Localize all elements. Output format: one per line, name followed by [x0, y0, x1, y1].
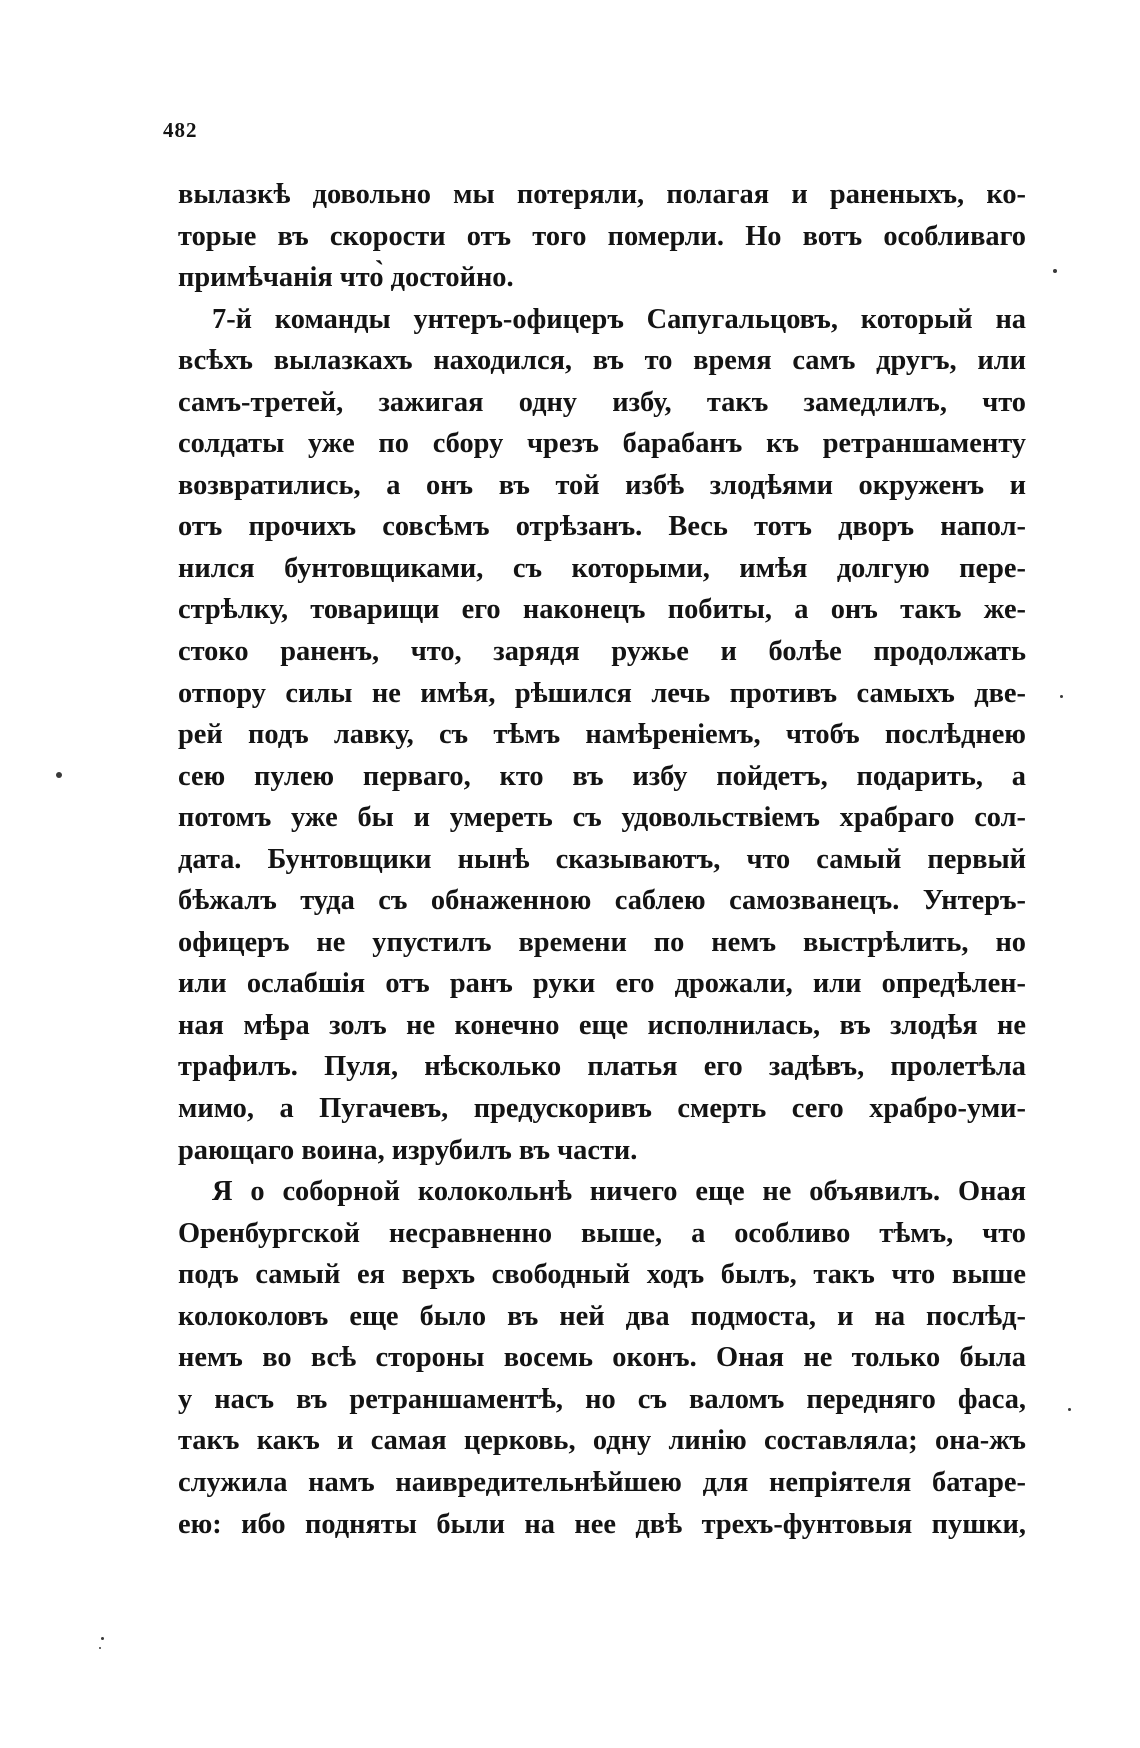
text-line: колоколовъ еще было въ ней два подмоста, и на послѣд-: [178, 1300, 1026, 1332]
scan-speck: [101, 1637, 104, 1640]
text-line: стоко раненъ, что, зарядя ружье и болѣе продолжать: [178, 636, 1026, 668]
page-number: 482: [163, 118, 198, 142]
text-line: всѣхъ вылазкахъ находился, въ то время самъ другъ, или: [178, 345, 1026, 377]
text-line: отъ прочихъ совсѣмъ отрѣзанъ. Весь тотъ дворъ напол-: [178, 511, 1026, 543]
scan-speck: [99, 1647, 101, 1649]
text-line: дата. Бунтовщики нынѣ сказываютъ, что самый первый: [178, 843, 1026, 875]
text-line: ею: ибо подняты были на нее двѣ трехъ-фунтовыя пушки,: [178, 1508, 1026, 1540]
text-line: возвратились, а онъ въ той избѣ злодѣями окруженъ и: [178, 469, 1026, 501]
text-line: у насъ въ ретраншаментѣ, но съ валомъ передняго фаса,: [178, 1383, 1026, 1415]
text-line: офицеръ не упустилъ времени по немъ выстрѣлить, но: [178, 926, 1026, 958]
text-line: Оренбургской несравненно выше, а особливо тѣмъ, что: [178, 1217, 1026, 1249]
text-line: или ослабшія отъ ранъ руки его дрожали, или опредѣлен-: [178, 968, 1026, 1000]
paragraph-first-line: Я о соборной колокольнѣ ничего еще не объявилъ. Оная: [212, 1176, 1026, 1208]
scan-speck: [56, 772, 62, 778]
text-line: рающаго воина, изрубилъ въ части.: [178, 1134, 638, 1166]
scan-speck: [1060, 695, 1063, 698]
text-line: рей подъ лавку, съ тѣмъ намѣреніемъ, чтобъ послѣднею: [178, 719, 1026, 751]
text-line: трафилъ. Пуля, нѣсколько платья его задѣвъ, пролетѣла: [178, 1051, 1026, 1083]
text-line: вылазкѣ довольно мы потеряли, полагая и раненыхъ, ко-: [178, 179, 1026, 210]
text-line: подъ самый ея верхъ свободный ходъ былъ, такъ что выше: [178, 1259, 1026, 1291]
text-line: сею пулею перваго, кто въ избу пойдетъ, подарить, а: [178, 760, 1026, 792]
text-line: ная мѣра золъ не конечно еще исполнилась, въ злодѣя не: [178, 1009, 1026, 1041]
text-line: солдаты уже по сбору чрезъ барабанъ къ ретраншаменту: [178, 428, 1026, 460]
paragraph-first-line: 7-й команды унтеръ-офицеръ Сапугальцовъ, который на: [212, 303, 1026, 335]
text-line: потомъ уже бы и умереть съ удовольствіемъ храбраго сол-: [178, 802, 1026, 834]
body-text: [178, 174, 1026, 1545]
text-line: примѣчанія что̀ достойно.: [178, 262, 514, 294]
scan-speck: [1053, 269, 1057, 273]
text-line: самъ-третей, зажигая одну избу, такъ замедлилъ, что: [178, 386, 1026, 418]
text-line: стрѣлку, товарищи его наконецъ побиты, а онъ такъ же-: [178, 594, 1026, 626]
text-line: отпору силы не имѣя, рѣшился лечь противъ самыхъ две-: [178, 677, 1026, 709]
scan-speck: [1068, 1408, 1071, 1411]
text-line: такъ какъ и самая церковь, одну линію составляла; она-жъ: [178, 1425, 1026, 1457]
text-line: немъ во всѣ стороны восемь оконъ. Оная не только была: [178, 1342, 1026, 1374]
text-line: бѣжалъ туда съ обнаженною саблею самозванецъ. Унтеръ-: [178, 885, 1026, 917]
text-line: торые въ скорости отъ того померли. Но вотъ особливаго: [178, 220, 1026, 252]
text-line: служила намъ наивредительнѣйшею для непріятеля батаре-: [178, 1466, 1026, 1498]
text-line: нился бунтовщиками, съ которыми, имѣя долгую пере-: [178, 552, 1026, 584]
text-line: мимо, а Пугачевъ, предускоривъ смерть сего храбро-уми-: [178, 1093, 1026, 1125]
